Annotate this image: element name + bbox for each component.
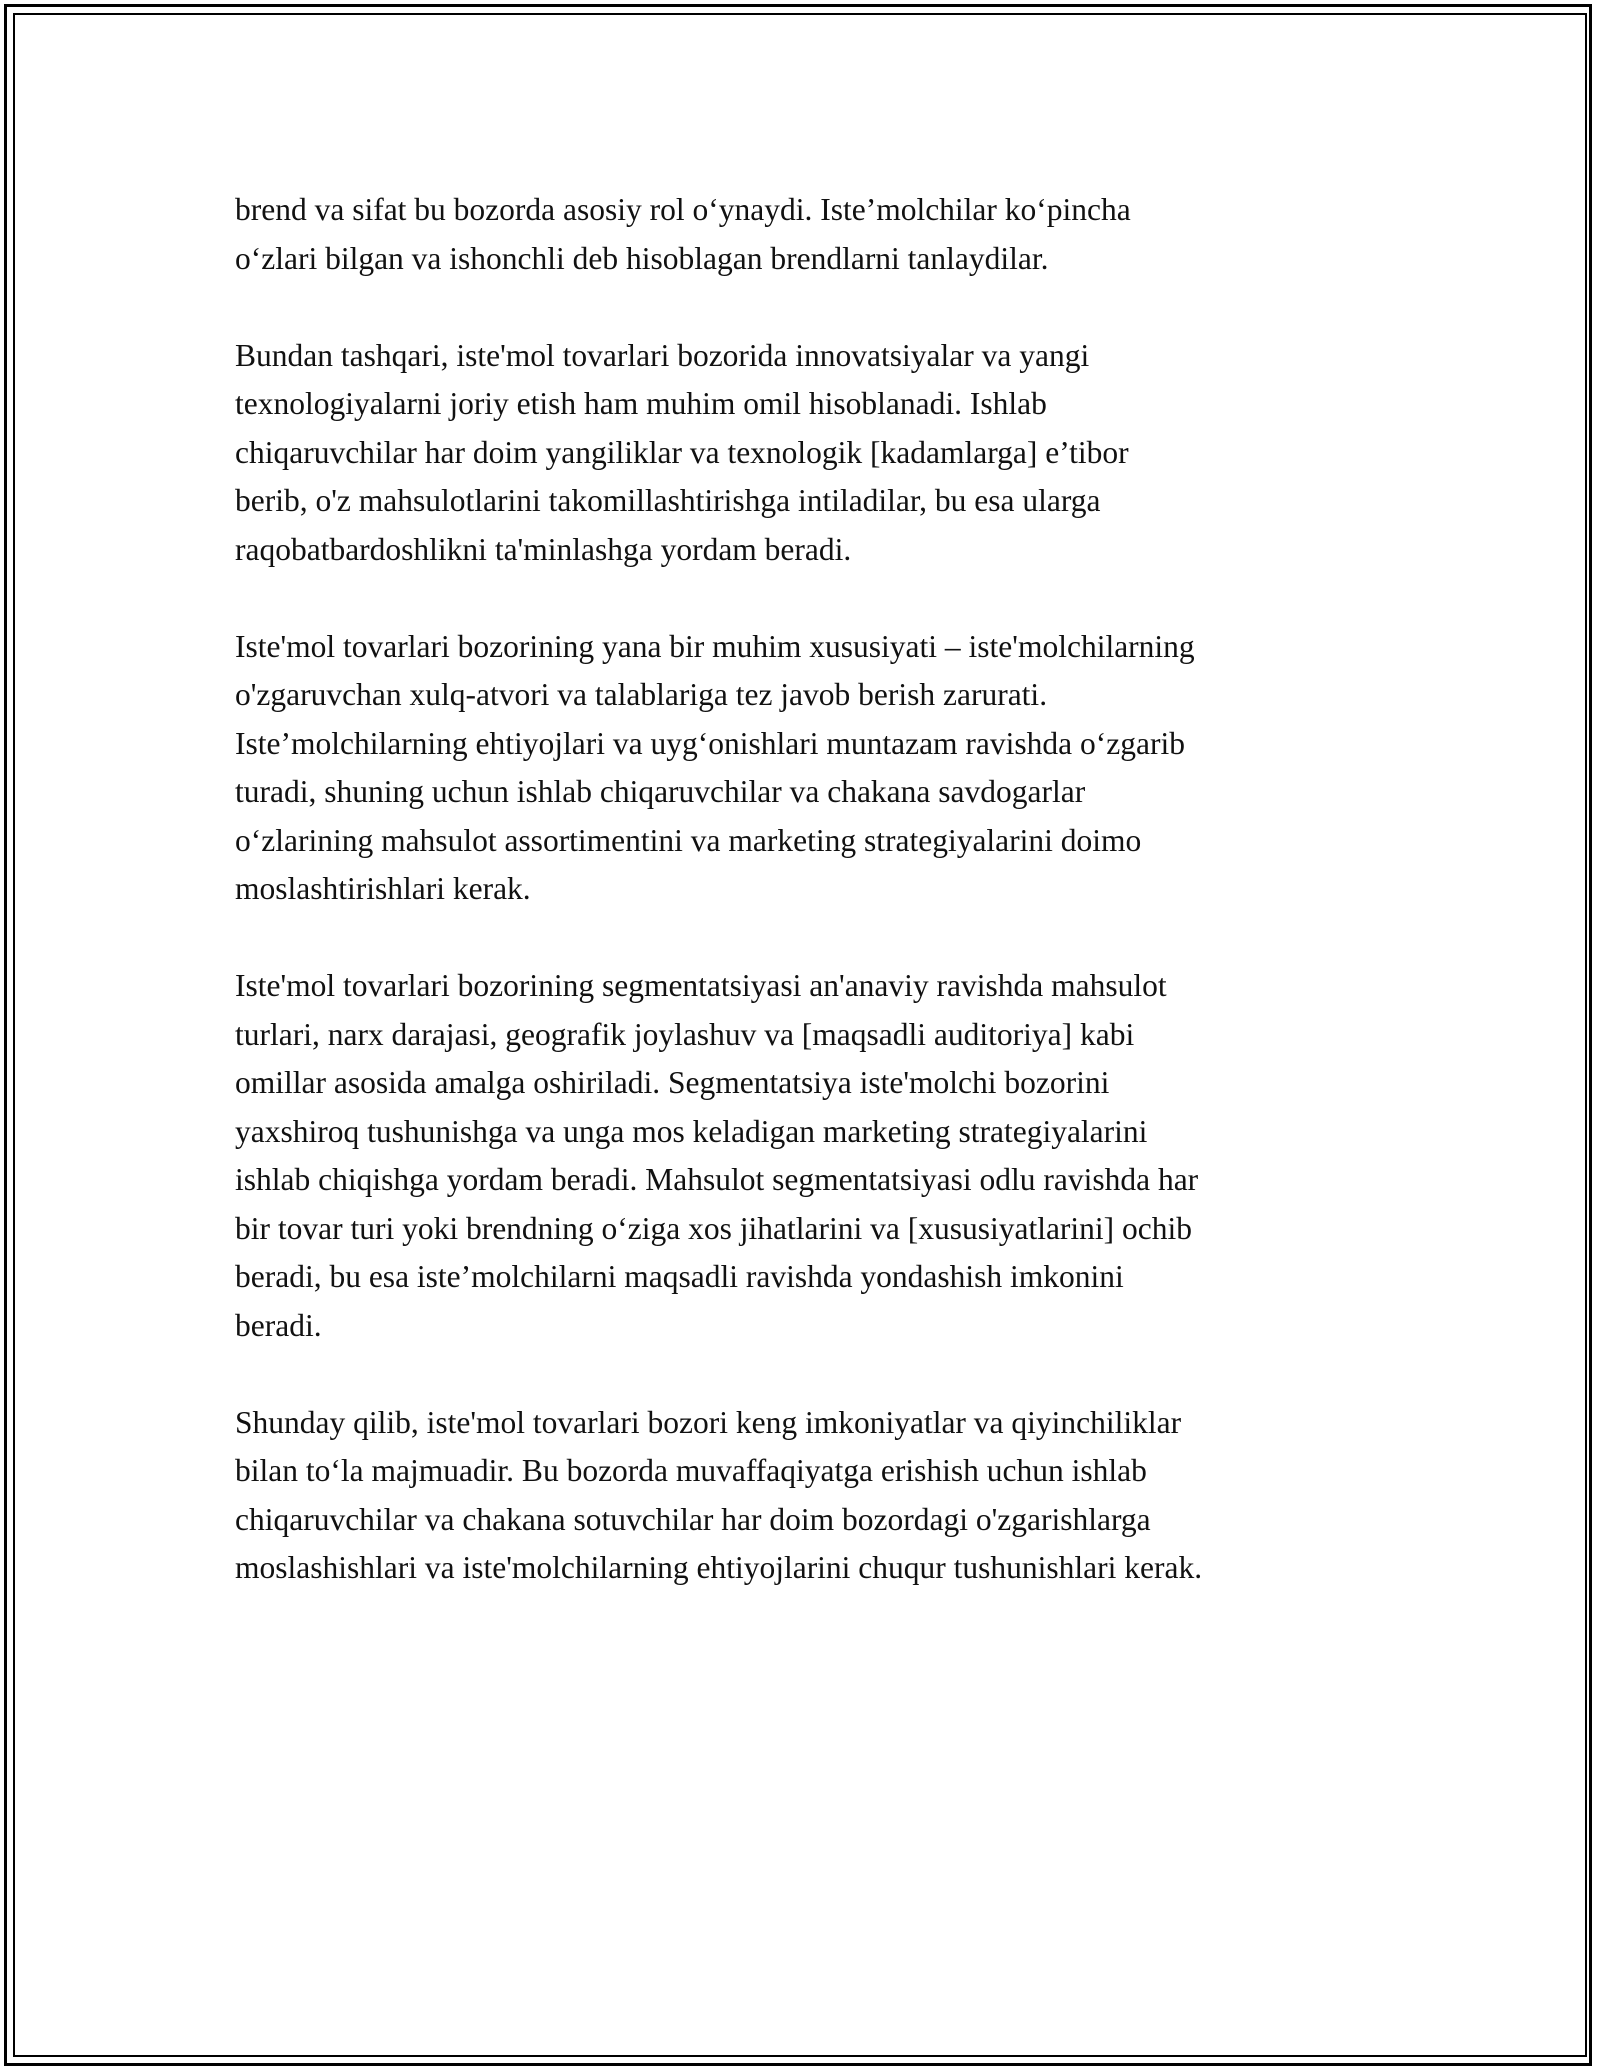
page-body bbox=[235, 186, 1385, 1641]
paragraph-2: Bundan tashqari, iste'mol tovarlari bozorida innovatsiyalar va yangi texnologiyalarni joriy etish ham muhim omil hisoblanadi. Ishlab chiqaruvchilar har doim yangiliklar va texnologik [kadamlarga] e’tibor berib, o'z mahsulotlarini takomillashtirishga intiladilar, bu esa ularga raqobatbardoshlikni ta'minlashga yordam beradi. bbox=[235, 337, 1129, 567]
paragraph-5: Shunday qilib, iste'mol tovarlari bozori keng imkoniyatlar va qiyinchiliklar bilan to‘la majmuadir. Bu bozorda muvaffaqiyatga erishish uchun ishlab chiqaruvchilar va chakana sotuvchilar har doim bozordagi o'zgarishlarga moslashishlari va iste'molchilarning ehtiyojlarini chuqur tushunishlari kerak. bbox=[235, 1404, 1203, 1585]
paragraph-4: Iste'mol tovarlari bozorining segmentatsiyasi an'anaviy ravishda mahsulot turlari, narx darajasi, geografik joylashuv va [maqsadli auditoriya] kabi omillar asosida amalga oshiriladi. Segmentatsiya iste'molchi bozorini yaxshiroq tushunishga va unga mos keladigan marketing strategiyalarini ishlab chiqishga yordam beradi. Mahsulot segmentatsiyasi odlu ravishda har bir tovar turi yoki brendning o‘ziga xos jihatlarini va [xususiyatlarini] ochib beradi, bu esa iste’molchilarni maqsadli ravishda yondashish imkonini beradi. bbox=[235, 968, 1199, 1343]
paragraph-3: Iste'mol tovarlari bozorining yana bir muhim xususiyati – iste'molchilarning o'zgaruvchan xulq-atvori va talablariga tez javob berish zarurati. Iste’molchilarning ehtiyojlari va uyg‘onishlari muntazam ravishda o‘zgarib turadi, shuning uchun ishlab chiqaruvchilar va chakana savdogarlar o‘zlarining mahsulot assortimentini va marketing strategiyalarini doimo moslashtirishlari kerak. bbox=[235, 628, 1195, 906]
paragraph-1: brend va sifat bu bozorda asosiy rol o‘ynaydi. Iste’molchilar ko‘pincha o‘zlari bilgan va ishonchli deb hisoblagan brendlarni tanlaydilar. bbox=[235, 192, 1131, 276]
